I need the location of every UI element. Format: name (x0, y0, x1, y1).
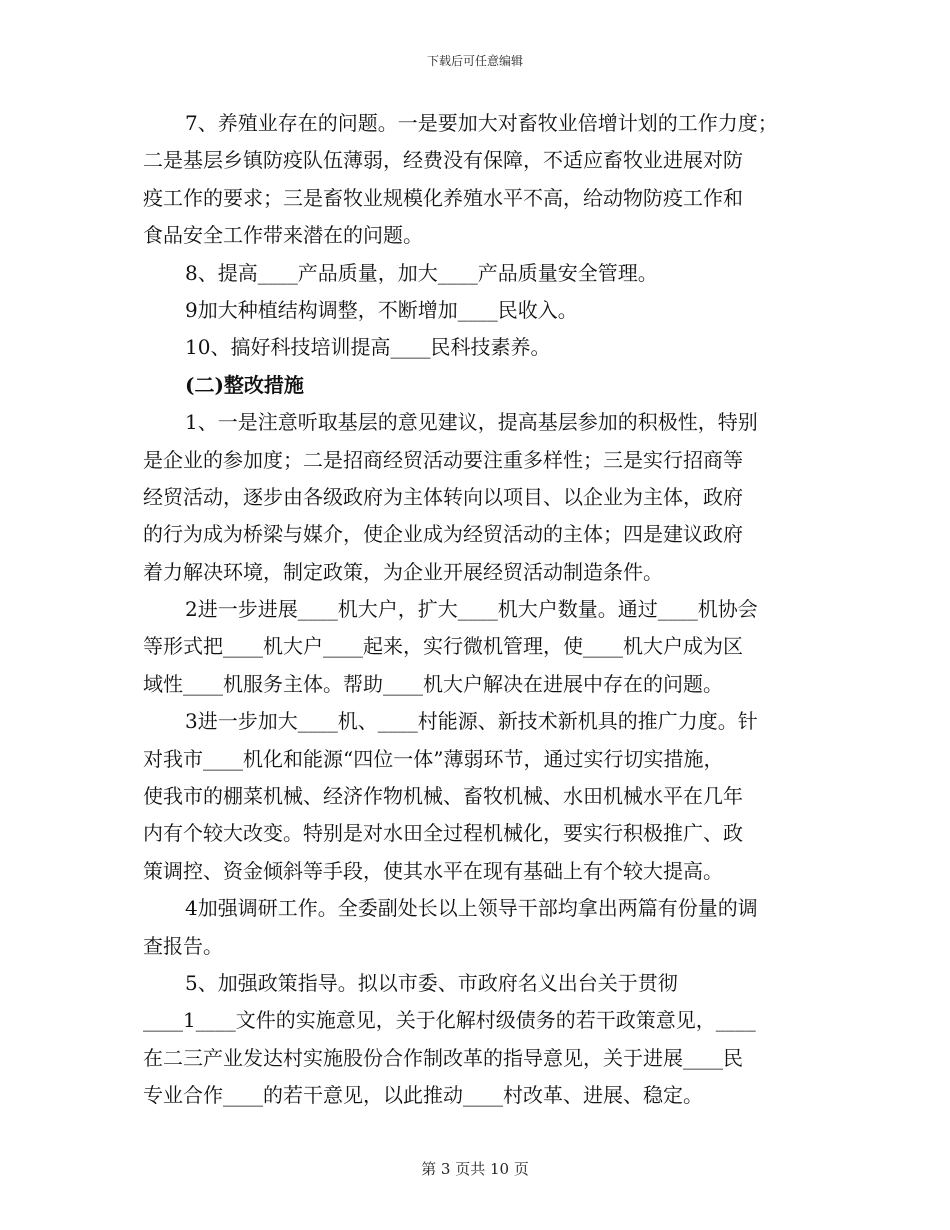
document-body (143, 105, 808, 1115)
page-header: 下载后可任意编辑 (426, 54, 523, 68)
paragraph-line: 食品安全工作带来潜在的问题。 (143, 223, 423, 248)
paragraph-line: 二是基层乡镇防疫队伍薄弱，经费没有保障，不适应畜牧业进展对防 (143, 148, 743, 173)
paragraph-line: 3进一步加大____机、____村能源、新技术新机具的推广力度。针 (185, 709, 758, 734)
paragraph-line: 9加大种植结构调整，不断增加____民收入。 (185, 297, 578, 322)
paragraph-line: ____1____文件的实施意见，关于化解村级债务的若干政策意见，____ (143, 1008, 756, 1033)
paragraph-line: 使我市的棚菜机械、经济作物机械、畜牧机械、水田机械水平在几年 (143, 784, 743, 809)
paragraph-line: 是企业的参加度；二是招商经贸活动要注重多样性；三是实行招商等 (143, 447, 743, 472)
paragraph-line: 专业合作____的若干意见，以此推动____村改革、进展、稳定。 (143, 1083, 703, 1108)
paragraph-line: 7、养殖业存在的问题。一是要加大对畜牧业倍增计划的工作力度； (185, 111, 778, 135)
paragraph-line: 的行为成为桥梁与媒介，使企业成为经贸活动的主体；四是建议政府 (143, 522, 743, 547)
paragraph-line: 2进一步进展____机大户，扩大____机大户数量。通过____机协会 (185, 597, 758, 622)
paragraph-line: 10、搞好科技培训提高____民科技素养。 (185, 335, 551, 360)
paragraph-line: 5、加强政策指导。拟以市委、市政府名义出台关于贯彻 (185, 970, 678, 995)
paragraph-line: 1、一是注意听取基层的意见建议，提高基层参加的积极性，特别 (185, 410, 758, 435)
paragraph-line: 8、提高____产品质量，加大____产品质量安全管理。 (185, 260, 658, 285)
paragraph-line: 等形式把____机大户____起来，实行微机管理，使____机大户成为区 (143, 634, 743, 659)
section-heading: (二)整改措施 (185, 372, 304, 397)
paragraph-line: 对我市____机化和能源“四位一体”薄弱环节，通过实行切实措施， (143, 746, 724, 771)
paragraph-line: 4加强调研工作。全委副处长以上领导干部均拿出两篇有份量的调 (185, 896, 758, 921)
paragraph-line: 着力解决环境，制定政策，为企业开展经贸活动制造条件。 (143, 559, 663, 584)
page-footer: 第 3 页共 10 页 (421, 1160, 529, 1178)
paragraph-line: 经贸活动，逐步由各级政府为主体转向以项目、以企业为主体，政府 (143, 484, 743, 509)
paragraph-line: 内有个较大改变。特别是对水田全过程机械化，要实行积极推广、政 (143, 821, 743, 846)
paragraph-line: 在二三产业发达村实施股份合作制改革的指导意见，关于进展____民 (143, 1045, 743, 1070)
paragraph-line: 查报告。 (143, 933, 223, 958)
paragraph-line: 策调控、资金倾斜等手段，使其水平在现有基础上有个较大提高。 (143, 858, 723, 883)
paragraph-line: 疫工作的要求；三是畜牧业规模化养殖水平不高，给动物防疫工作和 (143, 185, 743, 210)
paragraph-line: 域性____机服务主体。帮助____机大户解决在进展中存在的问题。 (143, 671, 723, 696)
